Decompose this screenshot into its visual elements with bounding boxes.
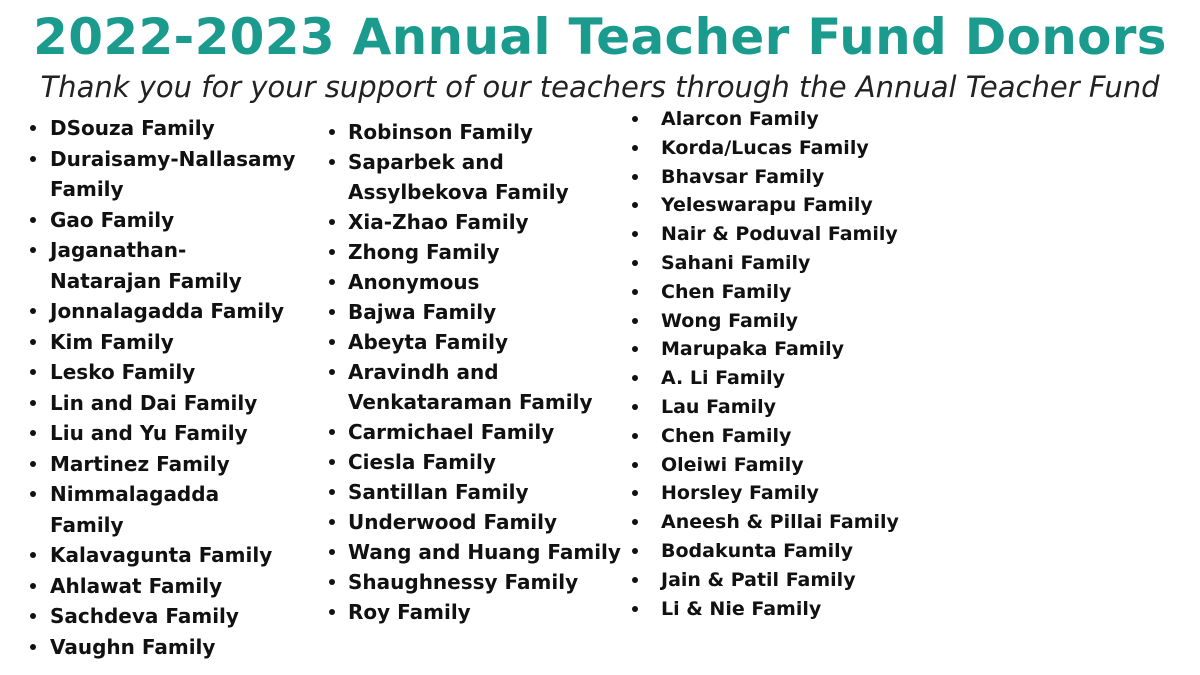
donor-list-item: Robinson Family	[348, 117, 621, 147]
donor-list-item: Aravindh and Venkataraman Family	[348, 357, 621, 417]
donor-list-item: Sachdeva Family	[50, 601, 295, 632]
donor-list-item: Kalavagunta Family	[50, 540, 295, 571]
donor-list-item: A. Li Family	[661, 364, 899, 393]
page-title: 2022-2023 Annual Teacher Fund Donors	[33, 8, 1167, 66]
donor-list-item: Liu and Yu Family	[50, 418, 295, 449]
donor-list-item: Bodakunta Family	[661, 537, 899, 566]
donor-list-item: Martinez Family	[50, 449, 295, 480]
donor-column-1	[50, 113, 295, 662]
donor-list-item: Ahlawat Family	[50, 571, 295, 602]
donor-list-item: Carmichael Family	[348, 417, 621, 447]
donor-list-item: Nimmalagadda Family	[50, 479, 295, 540]
donor-list-item: Li & Nie Family	[661, 595, 899, 624]
donor-list-item: Saparbek and Assylbekova Family	[348, 147, 621, 207]
donor-list-item: Lesko Family	[50, 357, 295, 388]
donor-list-item: Sahani Family	[661, 249, 899, 278]
donor-list-item: Underwood Family	[348, 507, 621, 537]
donor-list-item: Kim Family	[50, 327, 295, 358]
donor-list-item: Jonnalagadda Family	[50, 296, 295, 327]
donor-list-item: Wang and Huang Family	[348, 537, 621, 567]
donor-list-item: Abeyta Family	[348, 327, 621, 357]
donor-list-item: Santillan Family	[348, 477, 621, 507]
donor-list-item: Marupaka Family	[661, 335, 899, 364]
donor-list-item: Yeleswarapu Family	[661, 191, 899, 220]
donor-list-item: Roy Family	[348, 597, 621, 627]
donor-list-item: Duraisamy-Nallasamy Family	[50, 144, 295, 205]
donor-list-item: Alarcon Family	[661, 105, 899, 134]
donor-column-3	[661, 105, 899, 623]
donor-list-item: Horsley Family	[661, 479, 899, 508]
donor-list-item: Shaughnessy Family	[348, 567, 621, 597]
donor-list-item: DSouza Family	[50, 113, 295, 144]
donor-list-item: Wong Family	[661, 307, 899, 336]
donor-list-item: Aneesh & Pillai Family	[661, 508, 899, 537]
donor-list-item: Chen Family	[661, 422, 899, 451]
donor-list-item: Anonymous	[348, 267, 621, 297]
donor-list-item: Chen Family	[661, 278, 899, 307]
donor-list-item: Oleiwi Family	[661, 451, 899, 480]
donor-column-2	[348, 117, 621, 627]
donor-list-item: Jain & Patil Family	[661, 566, 899, 595]
donor-list-item: Gao Family	[50, 205, 295, 236]
donor-list-item: Vaughn Family	[50, 632, 295, 663]
page-subtitle: Thank you for your support of our teachers through the Annual Teacher Fund	[40, 70, 1160, 104]
donor-list-item: Ciesla Family	[348, 447, 621, 477]
donor-list-item: Korda/Lucas Family	[661, 134, 899, 163]
donor-list-item: Zhong Family	[348, 237, 621, 267]
donor-list-item: Jaganathan- Natarajan Family	[50, 235, 295, 296]
donor-list-item: Xia-Zhao Family	[348, 207, 621, 237]
donor-list-item: Nair & Poduval Family	[661, 220, 899, 249]
donor-list-item: Lin and Dai Family	[50, 388, 295, 419]
donor-list-item: Lau Family	[661, 393, 899, 422]
donor-list-item: Bajwa Family	[348, 297, 621, 327]
donor-list-item: Bhavsar Family	[661, 163, 899, 192]
